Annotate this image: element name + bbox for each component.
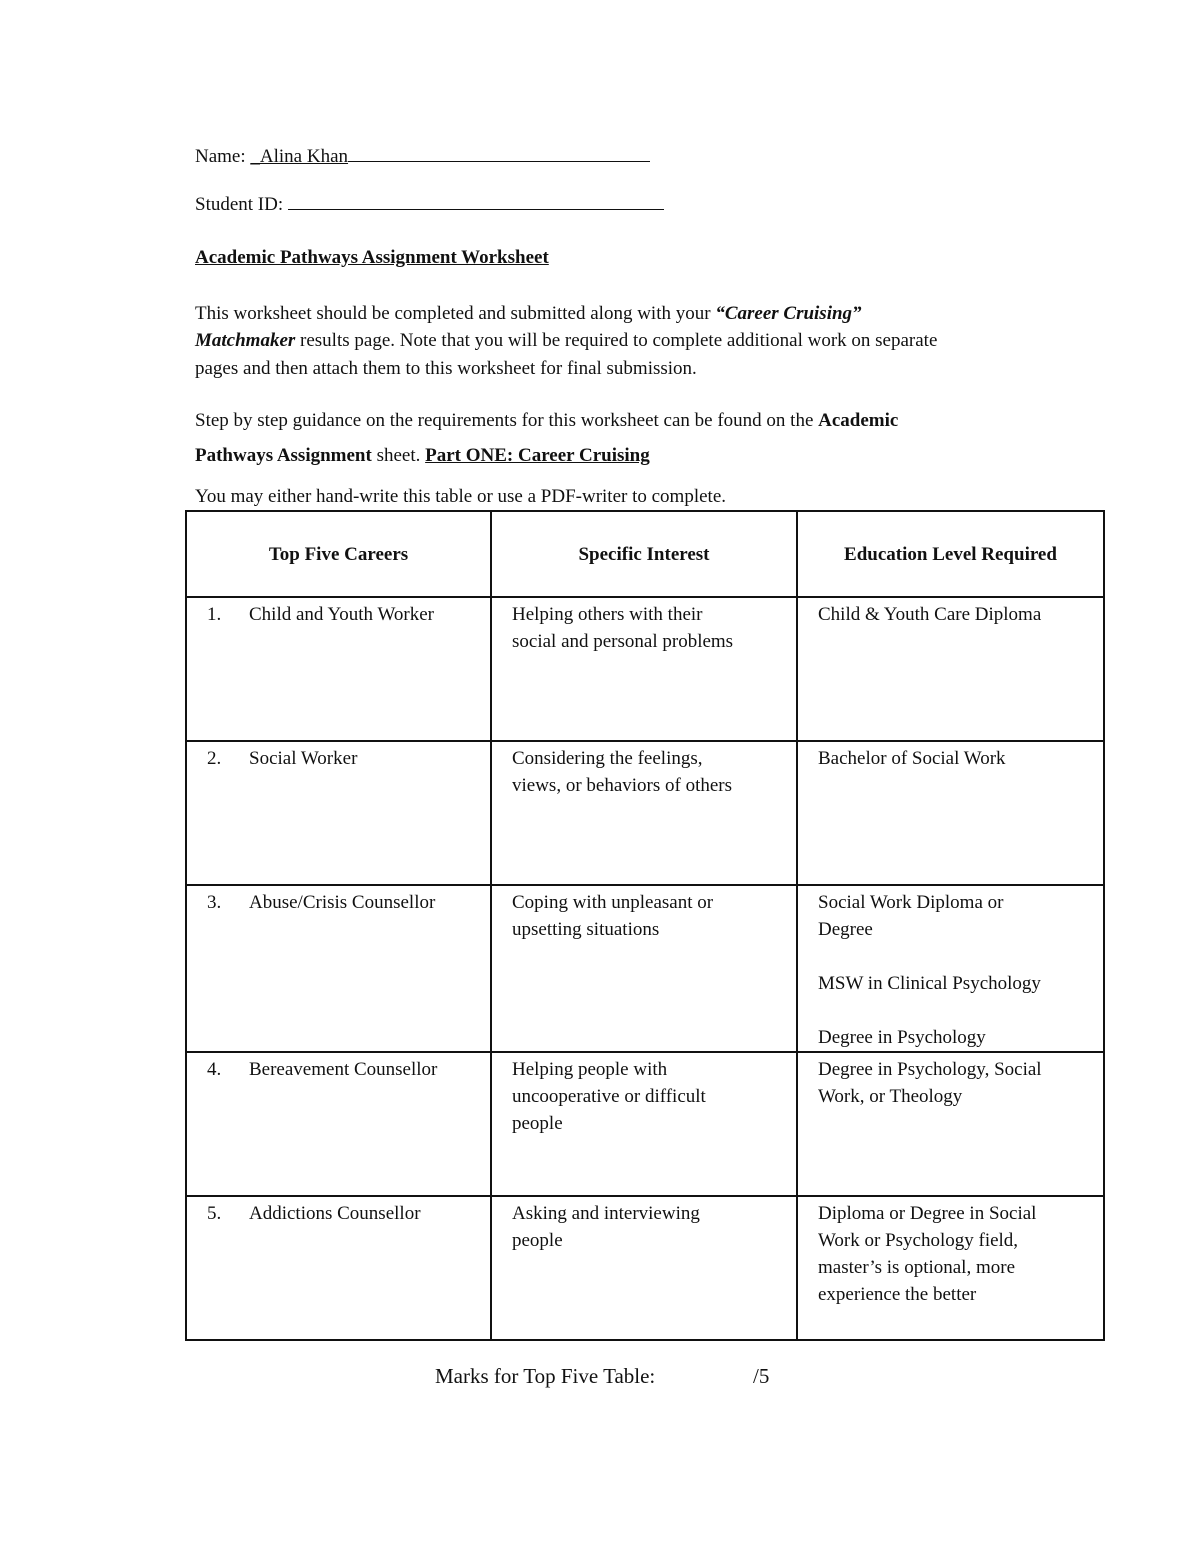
interest-cell[interactable] [491, 741, 797, 885]
guidance-line-1 [195, 407, 898, 434]
table-instructions: You may either hand-write this table or use a PDF-writer to complete. [195, 486, 727, 507]
interest-text: Helping others with their social and personal problems [512, 604, 734, 652]
education-text: Diploma or Degree in Social Work or Psychology field, master’s is optional, more experience the better [818, 1203, 1037, 1305]
table-row [186, 1196, 1104, 1340]
student-id-label: Student ID: [195, 194, 284, 215]
table-row [186, 741, 1104, 885]
education-text: Degree in Psychology, Social Work, or Theology [818, 1059, 1042, 1107]
interest-cell[interactable] [491, 885, 797, 1052]
marks-line [435, 1364, 770, 1389]
name-underline [348, 141, 650, 162]
name-value[interactable]: _Alina Khan [250, 146, 349, 167]
intro-text: results page. Note that you will be required to complete additional work on separate [295, 330, 938, 351]
guidance-text: Step by step guidance on the requirements for this worksheet can be found on the [195, 410, 819, 431]
row-number: 1. [207, 604, 222, 625]
intro-paragraph-line-1 [195, 300, 862, 327]
table-row [186, 597, 1104, 741]
education-text: Bachelor of Social Work [818, 748, 1006, 769]
marks-label: Marks for Top Five Table: [435, 1364, 656, 1388]
education-cell[interactable] [797, 597, 1104, 741]
guidance-line-2 [195, 442, 650, 469]
career-cell[interactable] [186, 597, 491, 741]
header-education-level: Education Level Required [797, 511, 1104, 597]
header-specific-interest: Specific Interest [491, 511, 797, 597]
education-cell[interactable] [797, 1052, 1104, 1196]
career-cell[interactable] [186, 1052, 491, 1196]
career-text: Bereavement Counsellor [249, 1059, 438, 1080]
interest-cell[interactable] [491, 597, 797, 741]
name-line [195, 141, 650, 170]
worksheet-title: Academic Pathways Assignment Worksheet [195, 247, 549, 268]
marks-score: /5 [753, 1364, 770, 1388]
intro-text: This worksheet should be completed and submitted along with your [195, 303, 716, 324]
education-text: Child & Youth Care Diploma [818, 604, 1042, 625]
interest-cell[interactable] [491, 1052, 797, 1196]
education-cell[interactable] [797, 1196, 1104, 1340]
career-cell[interactable] [186, 741, 491, 885]
student-id-line [195, 189, 664, 218]
guidance-bold: Pathways Assignment [195, 445, 372, 466]
name-label: Name: [195, 146, 246, 167]
part-one-heading: Part ONE: Career Cruising [425, 445, 650, 466]
guidance-bold: Academic [818, 410, 899, 431]
top-five-table [185, 510, 1105, 1341]
career-text: Child and Youth Worker [249, 604, 434, 625]
matchmaker-emphasis: Matchmaker [195, 330, 296, 351]
intro-paragraph-line-3: pages and then attach them to this worksheet for final submission. [195, 358, 697, 379]
intro-paragraph-line-2 [195, 327, 937, 354]
career-text: Abuse/Crisis Counsellor [249, 892, 436, 913]
row-number: 3. [207, 892, 222, 913]
education-cell[interactable] [797, 741, 1104, 885]
row-number: 5. [207, 1203, 222, 1224]
guidance-text: sheet. [371, 445, 426, 466]
row-number: 4. [207, 1059, 222, 1080]
career-cell[interactable] [186, 1196, 491, 1340]
interest-text: Coping with unpleasant or upsetting situations [512, 892, 714, 940]
student-id-field[interactable] [288, 189, 664, 210]
interest-text: Helping people with uncooperative or difficult people [512, 1059, 706, 1134]
interest-text: Considering the feelings, views, or behaviors of others [512, 748, 733, 796]
career-text: Social Worker [249, 748, 358, 769]
table-header-row [186, 511, 1104, 597]
table-row [186, 1052, 1104, 1196]
career-text: Addictions Counsellor [249, 1203, 421, 1224]
education-text: Social Work Diploma or Degree MSW in Clinical Psychology Degree in Psychology [818, 892, 1041, 1048]
row-number: 2. [207, 748, 222, 769]
interest-text: Asking and interviewing people [512, 1203, 700, 1251]
header-top-five-careers: Top Five Careers [186, 511, 491, 597]
career-cruising-emphasis: “Career Cruising” [715, 303, 862, 324]
table-row [186, 885, 1104, 1052]
career-cell[interactable] [186, 885, 491, 1052]
interest-cell[interactable] [491, 1196, 797, 1340]
education-cell[interactable] [797, 885, 1104, 1052]
